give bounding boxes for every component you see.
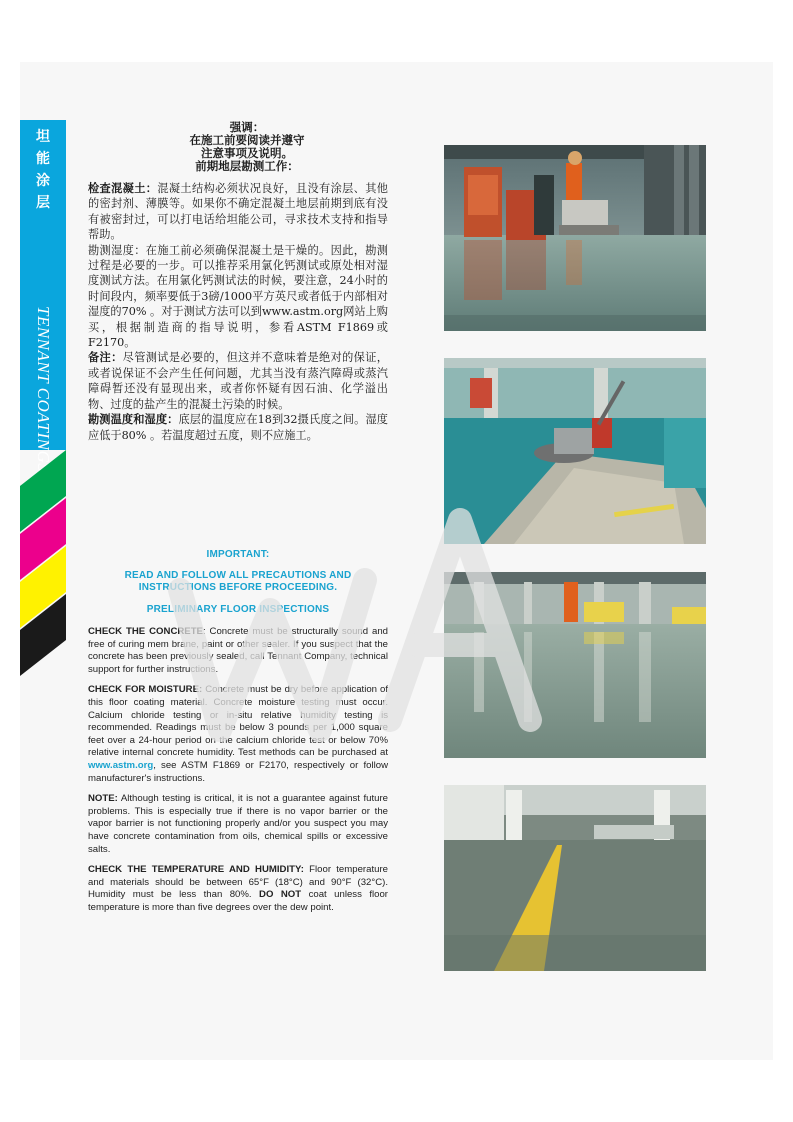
do-not-text: coat unless floor temperature is more than five degrees over the dew point. [88, 889, 388, 913]
brand-chinese-name [20, 126, 66, 214]
chinese-check-moisture-text: 在施工前必须确保混凝土是干燥的。因此，勘测过程是必要的一步。可以推荐采用氯化钙测试或原处相对湿度测试方法。在用氯化钙测试法的时候，要注意，24小时的时间段内，频率要低于3磅/1000平方英尺或者低于内部相对湿度的70% 。对于测试方法可以到www.astm.org网站上购买，根据制造商的指导说明，参看ASTM F1869或F2170。 [88, 243, 388, 350]
photo-polished-floor [444, 572, 706, 758]
note-label: NOTE: [88, 793, 118, 805]
check-temperature-label: CHECK THE TEMPERATURE AND HUMIDITY: [88, 864, 304, 876]
chinese-check-temperature-text: 底层的温度应在18到32摄氏度之间。湿度应低于80% 。若温度超过五度，则不应施工。 [88, 413, 388, 442]
chinese-check-temperature [88, 412, 388, 443]
chinese-heading-line: 注意事项及说明。 [201, 146, 293, 160]
check-concrete-text: : Concrete must be structurally sound and free of curing mem brane, paint or other sealer. If you suspect that the concrete has been previously sealed, call Tennant Company, technical support for further instructions. [88, 626, 388, 675]
stripe-black [20, 594, 66, 676]
brand-char: 涂 [36, 173, 50, 189]
check-moisture-label: CHECK FOR MOISTURE: [88, 684, 203, 696]
astm-link[interactable]: www.astm.org [88, 759, 154, 771]
chinese-note-label: 备注： [88, 351, 123, 365]
chinese-section [88, 121, 388, 443]
read-follow-heading: READ AND FOLLOW ALL PRECAUTIONS AND INSTRUCTIONS BEFORE PROCEEDING. [124, 570, 352, 593]
check-concrete-paragraph [88, 626, 388, 676]
check-temperature-text: Floor temperature and materials should be between 65°F (18°C) and 90°F (32°C). Humidity must be less than 80%. [88, 864, 388, 901]
photo-floor-grinding-worker [444, 145, 706, 331]
check-concrete-label: CHECK THE CONCRETE [88, 626, 203, 637]
chinese-check-temperature-label: 勘测温度和湿度： [88, 413, 179, 427]
photo-floor-yellow-line [444, 785, 706, 971]
chinese-check-moisture-label: 勘测湿度： [88, 243, 146, 257]
chinese-check-moisture [88, 243, 388, 351]
chinese-check-concrete [88, 181, 388, 243]
important-heading: IMPORTANT: [206, 549, 270, 560]
note-text: Although testing is critical, it is not a guarantee against future problems. This is especially true if there is no vapor barrier or the vapor barrier is not functioning properly and/or you suspect you may have concrete contamination from oils, chemical spills or excessive salts. [88, 793, 388, 855]
chinese-heading [106, 121, 388, 173]
chinese-heading-line: 强调： [229, 120, 265, 134]
chinese-check-concrete-label: 检查混凝土： [88, 182, 158, 195]
chinese-check-concrete-text: 混凝土结构必须状况良好，且没有涂层、其他的密封剂、薄膜等。如果你不确定混凝土地层前期到底有没有被密封过，可以打电话给坦能公司，寻求技术支持和指导帮助。 [88, 182, 388, 242]
note-paragraph [88, 793, 388, 856]
check-moisture-text: Concrete must be dry before application of this floor coating material. Concrete moisture testing must occur. Calcium chloride testing or in-situ relative humidity testing is recommended. Readings must be below 3 pounds per 1,000 square feet over a 24-hour period on the calcium chloride test or below 70% relative internal concrete humidity. Test methods can be purchased at [88, 684, 388, 759]
brand-english-name: TENNANT COATINGS [34, 306, 53, 473]
brand-char: 层 [36, 195, 50, 211]
chinese-heading-line: 在施工前要阅读并遵守 [189, 133, 305, 147]
chinese-heading-line: 前期地层勘测工作： [195, 159, 299, 173]
check-temperature-paragraph [88, 864, 388, 914]
preliminary-heading: PRELIMINARY FLOOR INSPECTIONS [146, 604, 330, 615]
brand-char: 能 [36, 151, 50, 167]
english-section [88, 626, 388, 914]
do-not-label: DO NOT [259, 889, 302, 901]
check-moisture-paragraph [88, 684, 388, 785]
chinese-note [88, 350, 388, 412]
chinese-note-text: 尽管测试是必要的，但这并不意味着是绝对的保证，或者说保证不会产生任何问题，尤其当没有蒸汽障碍或蒸汽障碍暂还没有显现出来，或者你怀疑有因石油、化学溢出物、过度的盐产生的混凝土污染的时候。 [88, 351, 388, 411]
check-moisture-text-end: , see ASTM F1869 or F2170, respectively or follow manufacturer's instructions. [88, 759, 388, 784]
brand-char: 坦 [36, 129, 50, 145]
photo-grinder-garage [444, 358, 706, 544]
